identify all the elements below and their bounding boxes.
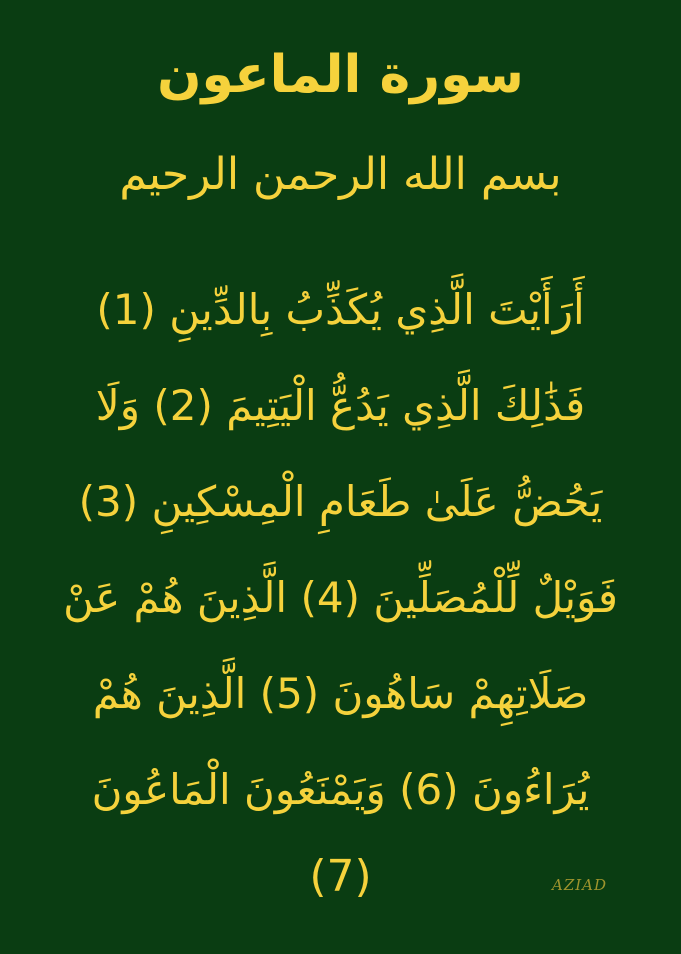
verse-number-7: (7) <box>309 851 372 902</box>
surah-title: سورة الماعون <box>157 45 524 105</box>
verse-line: أَرَأَيْتَ الَّذِي يُكَذِّبُ بِالدِّينِ (1) <box>96 285 585 334</box>
verse-line: فَوَيْلٌ لِّلْمُصَلِّينَ (4) الَّذِينَ هُمْ عَنْ <box>63 573 618 622</box>
verse-line: صَلَاتِهِمْ سَاهُونَ (5) الَّذِينَ هُمْ <box>92 669 589 718</box>
artist-signature: AZIAD <box>552 876 608 894</box>
basmala: بسم الله الرحمن الرحيم <box>119 149 562 200</box>
verse-line: فَذَٰلِكَ الَّذِي يَدُعُّ الْيَتِيمَ (2) وَلَا <box>95 381 586 430</box>
verse-line: يُرَاءُونَ (6) وَيَمْنَعُونَ الْمَاعُونَ <box>91 765 590 814</box>
verse-line: يَحُضُّ عَلَىٰ طَعَامِ الْمِسْكِينِ (3) <box>78 477 603 526</box>
verses <box>24 262 657 838</box>
